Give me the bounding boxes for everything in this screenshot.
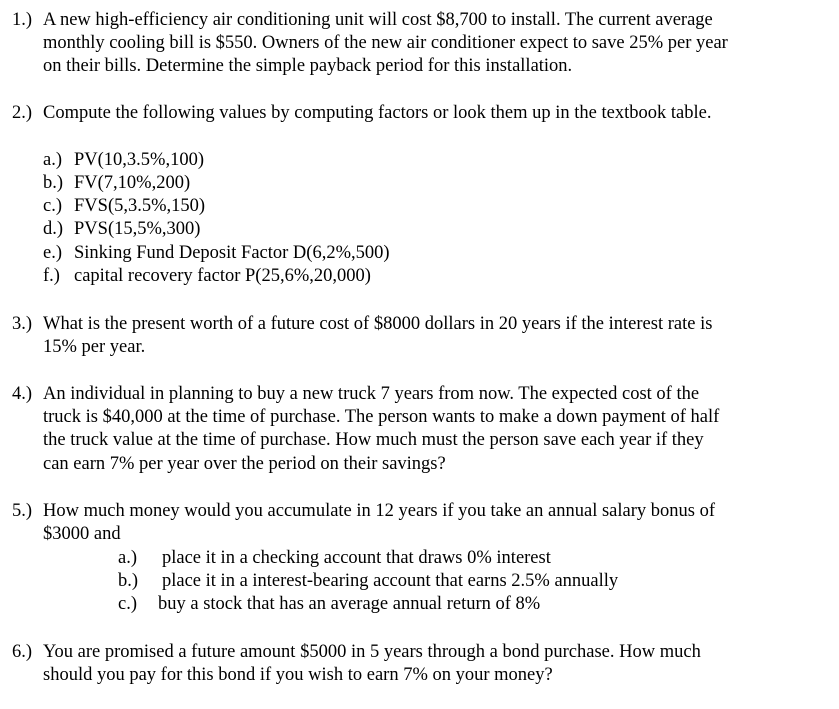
q5-item-c-label: c.) <box>118 594 137 614</box>
q3-text-line-1: What is the present worth of a future cost of $8000 dollars in 20 years if the interest rate is <box>43 314 713 334</box>
q5-item-a-text: place it in a checking account that draws 0% interest <box>162 548 551 568</box>
q1-text-line-3: on their bills. Determine the simple payback period for this installation. <box>43 56 573 76</box>
q5-item-b-label: b.) <box>118 571 139 591</box>
q6-text-line-2: should you pay for this bond if you wish to earn 7% on your money? <box>43 665 553 685</box>
q2-item-d-label: d.) <box>43 219 64 239</box>
q2-text-line-1: Compute the following values by computing factors or look them up in the textbook table. <box>43 103 712 123</box>
q1-number: 1.) <box>12 10 33 30</box>
q5-item-b-text: place it in a interest-bearing account that earns 2.5% annually <box>162 571 619 591</box>
q2-item-e-text: Sinking Fund Deposit Factor D(6,2%,500) <box>74 243 390 263</box>
q5-text-line-2: $3000 and <box>43 524 121 544</box>
q2-item-c-text: FVS(5,3.5%,150) <box>74 196 206 216</box>
q2-item-a-label: a.) <box>43 150 62 170</box>
q3-number: 3.) <box>12 314 33 334</box>
q6-text-line-1: You are promised a future amount $5000 in 5 years through a bond purchase. How much <box>43 642 701 662</box>
q1-text-line-1: A new high-efficiency air conditioning unit will cost $8,700 to install. The current average <box>43 10 713 30</box>
q5-text-line-1: How much money would you accumulate in 12 years if you take an annual salary bonus of <box>43 501 715 521</box>
q4-text-line-3: the truck value at the time of purchase. How much must the person save each year if they <box>43 430 704 450</box>
q2-item-e-label: e.) <box>43 243 62 263</box>
q2-item-c-label: c.) <box>43 196 62 216</box>
q2-item-f-text: capital recovery factor P(25,6%,20,000) <box>74 266 371 286</box>
q5-number: 5.) <box>12 501 33 521</box>
q4-text-line-2: truck is $40,000 at the time of purchase. The person wants to make a down payment of half <box>43 407 720 427</box>
q2-item-d-text: PVS(15,5%,300) <box>74 219 201 239</box>
q2-number: 2.) <box>12 103 33 123</box>
q2-item-f-label: f.) <box>43 266 60 286</box>
q3-text-line-2: 15% per year. <box>43 337 146 357</box>
q2-item-b-text: FV(7,10%,200) <box>74 173 191 193</box>
q1-text-line-2: monthly cooling bill is $550. Owners of the new air conditioner expect to save 25% per year <box>43 33 728 53</box>
q2-item-b-label: b.) <box>43 173 64 193</box>
q5-item-a-label: a.) <box>118 548 137 568</box>
q4-number: 4.) <box>12 384 33 404</box>
q5-item-c-text: buy a stock that has an average annual return of 8% <box>158 594 541 614</box>
q2-item-a-text: PV(10,3.5%,100) <box>74 150 205 170</box>
q4-text-line-4: can earn 7% per year over the period on their savings? <box>43 454 446 474</box>
q6-number: 6.) <box>12 642 33 662</box>
q4-text-line-1: An individual in planning to buy a new truck 7 years from now. The expected cost of the <box>43 384 700 404</box>
